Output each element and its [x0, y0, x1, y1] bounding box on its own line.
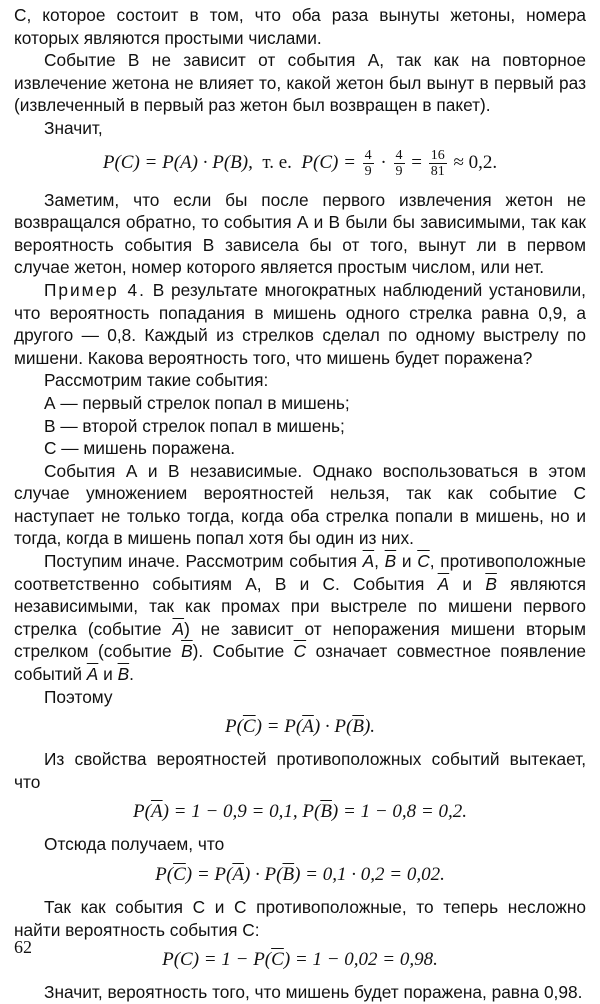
paragraph-independence: Событие В не зависит от события А, так как на повторное извлечение жетона не влияет то, какой жетон был вынут в первый раз (извлеченный в первый раз жетон был возвращен в пакет). [14, 50, 586, 116]
paragraph-dependence-note: Заметим, что если бы после первого извлечения жетон не возвращался обратно, то события А и В были бы зависимыми, так как вероятность события В зависела бы от того, вынут ли в первом случае жетон, номер которого является простым числом, или нет. [14, 189, 586, 278]
event-b-definition: В — второй стрелок попал в мишень; [44, 415, 345, 436]
paragraph-opposite-c: Так как события С и С противоположные, то теперь несложно найти вероятность события С: [14, 897, 586, 940]
paragraph-intro: С, которое состоит в том, что оба раза вынуты жетоны, номера которых являются простыми числами. [14, 5, 586, 48]
formula-not-c: P(С) = P(А) · P(В). [224, 716, 376, 738]
formula-not-c-value: P(С) = P(А) · P(В) = 0,1 · 0,2 = 0,02. [155, 864, 445, 885]
formula-product-probability: P(C) = P(A) · P(B), т. е. P(C) = $\frac{4}{9}$ · $\frac{4}{9}$ = $\frac{16}{81}$ ≈ 0,2. [102, 147, 498, 179]
event-c-definition: С — мишень поражена. [44, 438, 236, 459]
fraction-4-9-second: $\frac{4}{9}$ [395, 147, 403, 179]
paragraph-therefore: Значит, [44, 117, 103, 138]
paragraph-conclusion: Значит, вероятность того, что мишень будет поражена, равна 0,98. [44, 982, 583, 1003]
page-number: 62 [14, 937, 32, 957]
paragraph-hence: Поэтому [44, 686, 113, 707]
book-page [14, 4, 586, 1004]
paragraph-example-4: Пример 4. В результате многократных наблюдений установили, что вероятность попадания в мишень одного стрелка равна 0,9, а другого — 0,8. Каждый из стрелков сделал по одному выстрелу по мишени. Какова вероятность того, что мишень будет поражена? [14, 279, 586, 368]
fraction-16-81: $\frac{16}{81}$ [430, 147, 445, 179]
formula-c-value: P(C) = 1 − P(С) = 1 − 0,02 = 0,98. [162, 949, 438, 971]
paragraph-property: Из свойства вероятностей противоположных событий вытекает, что [14, 749, 586, 792]
paragraph-consider-events: Рассмотрим такие события: [44, 370, 269, 391]
example-label: Пример 4. [44, 279, 146, 300]
event-a-definition: А — первый стрелок попал в мишень; [44, 392, 350, 413]
paragraph-opposite-events: Поступим иначе. Рассмотрим события А, В и С, противоположные соответственно событиям А, В и С. События А и В являются независимыми, так как промах при выстреле по мишени первого стрелка (событие А) не зависит от непоражения мишени вторым стрелком (событие В). Событие С означает совместное появление событий А и В. [14, 551, 586, 685]
paragraph-from-here: Отсюда получаем, что [44, 834, 225, 855]
paragraph-independent-events: События А и В независимые. Однако воспользоваться в этом случае умножением вероятностей нельзя, так как событие С наступает не только тогда, когда оба стрелка попали в мишень, но и тогда, когда в мишень попал хотя бы один из них. [14, 460, 586, 549]
formula-complements: P(А) = 1 − 0,9 = 0,1, P(В) = 1 − 0,8 = 0,2. [133, 801, 467, 823]
fraction-4-9-first: $\frac{4}{9}$ [364, 147, 372, 179]
